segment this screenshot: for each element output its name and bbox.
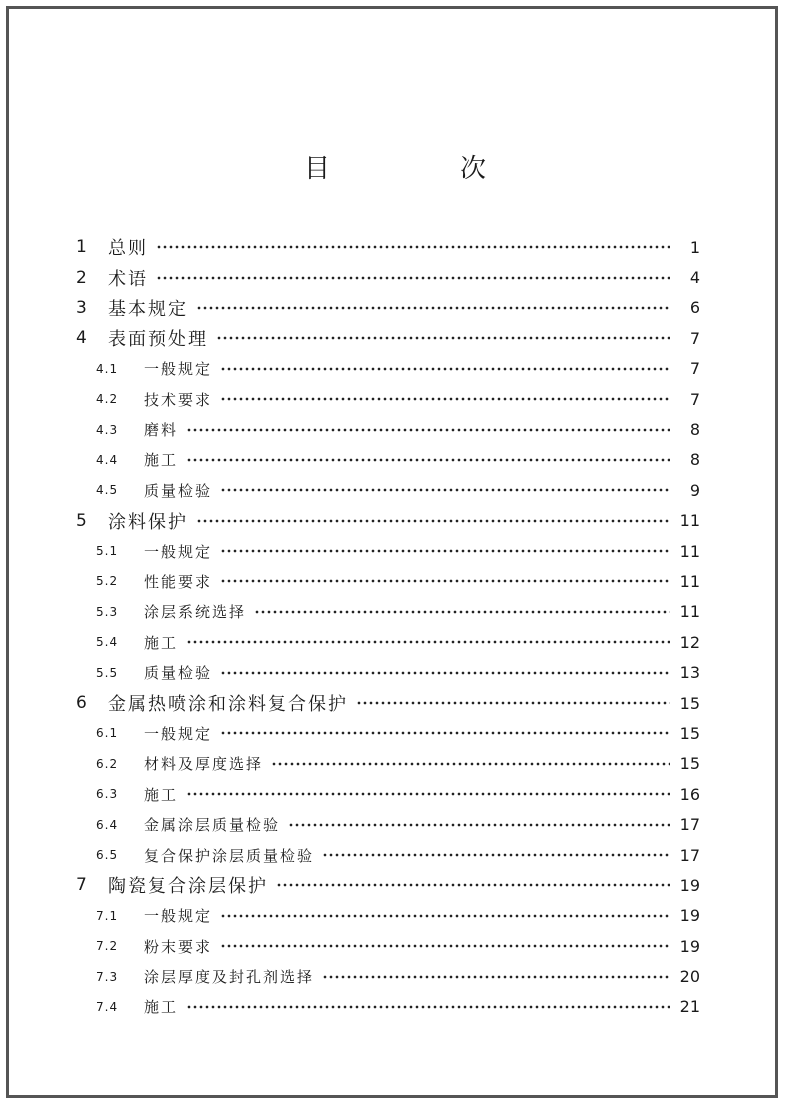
- toc-entry-page-number: 11: [679, 511, 700, 531]
- toc-entry-number: 4.4: [96, 452, 119, 467]
- toc-entry-number: 7.3: [96, 969, 119, 984]
- toc-entry[interactable]: [76, 657, 700, 687]
- toc-entry-page-number: 19: [679, 936, 700, 956]
- toc-entry-page-number: 7: [689, 389, 700, 409]
- toc-entry-label: 陶瓷复合涂层保护: [108, 876, 268, 898]
- toc-entry-label: 粉末要求: [144, 937, 213, 956]
- toc-entry-label: 施工: [144, 998, 179, 1017]
- dot-leader: [216, 336, 670, 340]
- toc-entry-page-number: 17: [679, 845, 700, 865]
- toc-entry-page-number: 20: [679, 967, 700, 987]
- dot-leader: [186, 640, 670, 644]
- toc-entry[interactable]: [76, 688, 700, 718]
- toc-entry[interactable]: [76, 262, 700, 292]
- toc-entry-number: 5.5: [96, 665, 119, 680]
- toc-entry-page-number: 11: [679, 602, 700, 622]
- toc-entry[interactable]: [76, 506, 700, 536]
- toc-entry-number: 4.2: [96, 392, 119, 407]
- dot-leader: [288, 823, 670, 827]
- dot-leader: [156, 276, 670, 280]
- toc-entry-label: 技术要求: [144, 390, 213, 409]
- dot-leader: [220, 579, 670, 583]
- toc-entry[interactable]: [76, 779, 700, 809]
- toc-entry-page-number: 11: [679, 571, 700, 591]
- toc-entry[interactable]: [76, 931, 700, 961]
- toc-entry-number: 1: [76, 237, 87, 258]
- dot-leader: [356, 701, 670, 705]
- toc-entry-page-number: 9: [689, 480, 700, 500]
- toc-entry[interactable]: [76, 414, 700, 444]
- toc-entry-number: 4: [76, 328, 87, 349]
- toc-entry-label: 术语: [108, 268, 148, 290]
- toc-entry-number: 7.1: [96, 908, 119, 923]
- toc-entry-label: 施工: [144, 785, 179, 804]
- toc-entry-label: 性能要求: [144, 572, 213, 591]
- dot-leader: [254, 610, 670, 614]
- toc-entry-number: 4.1: [96, 361, 119, 376]
- dot-leader: [220, 944, 670, 948]
- dot-leader: [322, 853, 670, 857]
- toc-entry-page-number: 8: [689, 420, 700, 440]
- toc-entry[interactable]: [76, 749, 700, 779]
- toc-entry-page-number: 15: [679, 723, 700, 743]
- toc-entry-number: 4.3: [96, 422, 119, 437]
- toc-entry-label: 一般规定: [144, 907, 213, 926]
- toc-entry-number: 5.2: [96, 574, 119, 589]
- toc-entry-number: 6.4: [96, 817, 119, 832]
- toc-entry[interactable]: [76, 870, 700, 900]
- toc-entry-number: 6.5: [96, 848, 119, 862]
- toc-entry[interactable]: [76, 475, 700, 505]
- dot-leader: [186, 792, 670, 796]
- toc-entry-number: 7: [76, 875, 87, 896]
- toc-entry[interactable]: [76, 992, 700, 1022]
- toc-entry-number: 6.1: [96, 726, 119, 741]
- toc-entry-page-number: 13: [679, 663, 700, 683]
- dot-leader: [196, 519, 670, 523]
- toc-entry-label: 涂料保护: [108, 511, 188, 533]
- toc-entry[interactable]: [76, 627, 700, 657]
- toc-entry-page-number: 7: [689, 359, 700, 379]
- toc-entry[interactable]: [76, 536, 700, 566]
- dot-leader: [220, 367, 670, 371]
- toc-entry[interactable]: [76, 809, 700, 839]
- toc-entry[interactable]: [76, 323, 700, 353]
- toc-entry-page-number: 17: [679, 815, 700, 835]
- dot-leader: [271, 762, 670, 766]
- toc-entry-label: 质量检验: [144, 664, 213, 683]
- toc-entry-page-number: 8: [689, 450, 700, 470]
- toc-entry-label: 一般规定: [144, 542, 213, 561]
- dot-leader: [186, 458, 670, 462]
- toc-entry-page-number: 16: [679, 784, 700, 804]
- toc-entry-number: 6: [76, 693, 87, 714]
- toc-entry-number: 7.2: [96, 939, 119, 954]
- toc-entry[interactable]: [76, 293, 700, 323]
- toc-entry-label: 金属热喷涂和涂料复合保护: [108, 694, 348, 716]
- toc-entry-label: 金属涂层质量检验: [144, 816, 281, 835]
- toc-entry-number: 6.3: [96, 787, 119, 802]
- toc-entry-page-number: 6: [689, 298, 700, 318]
- toc-entry[interactable]: [76, 232, 700, 262]
- dot-leader: [220, 397, 670, 401]
- dot-leader: [220, 914, 670, 918]
- dot-leader: [220, 549, 670, 553]
- toc-entry[interactable]: [76, 566, 700, 596]
- dot-leader: [220, 731, 670, 735]
- toc-entry-label: 一般规定: [144, 724, 213, 743]
- toc-entry-label: 材料及厚度选择: [144, 755, 264, 774]
- toc-entry-page-number: 15: [679, 754, 700, 774]
- toc-entry-number: 3: [76, 297, 87, 318]
- dot-leader: [196, 306, 670, 310]
- toc-entry-page-number: 15: [679, 693, 700, 713]
- toc-entry[interactable]: [76, 961, 700, 991]
- dot-leader: [186, 1005, 670, 1009]
- toc-entry-page-number: 19: [679, 906, 700, 926]
- toc-entry-number: 2: [76, 267, 87, 288]
- toc-entry[interactable]: [76, 384, 700, 414]
- toc-entry[interactable]: [76, 718, 700, 748]
- dot-leader: [220, 488, 670, 492]
- toc-entry-page-number: 4: [689, 268, 700, 288]
- toc-entry-number: 5.3: [96, 604, 119, 619]
- toc-entry-number: 6.2: [96, 756, 119, 771]
- toc-entry-number: 5.1: [96, 544, 119, 559]
- toc-entry-label: 施工: [144, 633, 179, 652]
- toc-entry-page-number: 7: [689, 328, 700, 348]
- dot-leader: [322, 975, 670, 979]
- toc-entry[interactable]: [76, 597, 700, 627]
- page-title: 目 次: [303, 154, 538, 184]
- toc-entry-label: 涂层厚度及封孔剂选择: [144, 968, 315, 987]
- toc-entry-label: 表面预处理: [108, 329, 208, 351]
- table-of-contents: [76, 232, 700, 1022]
- toc-entry-page-number: 21: [679, 997, 700, 1017]
- toc-entry-page-number: 11: [679, 541, 700, 561]
- toc-entry-label: 涂层系统选择: [144, 603, 247, 622]
- toc-entry[interactable]: [76, 445, 700, 475]
- toc-entry-number: 4.5: [96, 483, 119, 498]
- toc-entry-page-number: 19: [679, 875, 700, 895]
- toc-entry-page-number: 12: [679, 632, 700, 652]
- toc-entry-label: 总则: [108, 238, 148, 260]
- dot-leader: [186, 428, 670, 432]
- toc-entry-number: 5.4: [96, 635, 119, 650]
- toc-entry-number: 7.4: [96, 999, 119, 1014]
- dot-leader: [276, 883, 670, 887]
- dot-leader: [156, 245, 670, 249]
- toc-entry[interactable]: [76, 354, 700, 384]
- toc-entry-label: 复合保护涂层质量检验: [144, 846, 315, 865]
- toc-entry[interactable]: [76, 901, 700, 931]
- toc-entry-label: 施工: [144, 451, 179, 470]
- toc-entry-label: 磨料: [144, 421, 179, 440]
- toc-entry[interactable]: [76, 840, 700, 870]
- toc-entry-number: 5: [76, 510, 87, 531]
- toc-entry-label: 一般规定: [144, 360, 213, 379]
- toc-entry-label: 质量检验: [144, 481, 213, 500]
- toc-entry-page-number: 1: [689, 237, 700, 257]
- toc-entry-label: 基本规定: [108, 298, 188, 320]
- dot-leader: [220, 671, 670, 675]
